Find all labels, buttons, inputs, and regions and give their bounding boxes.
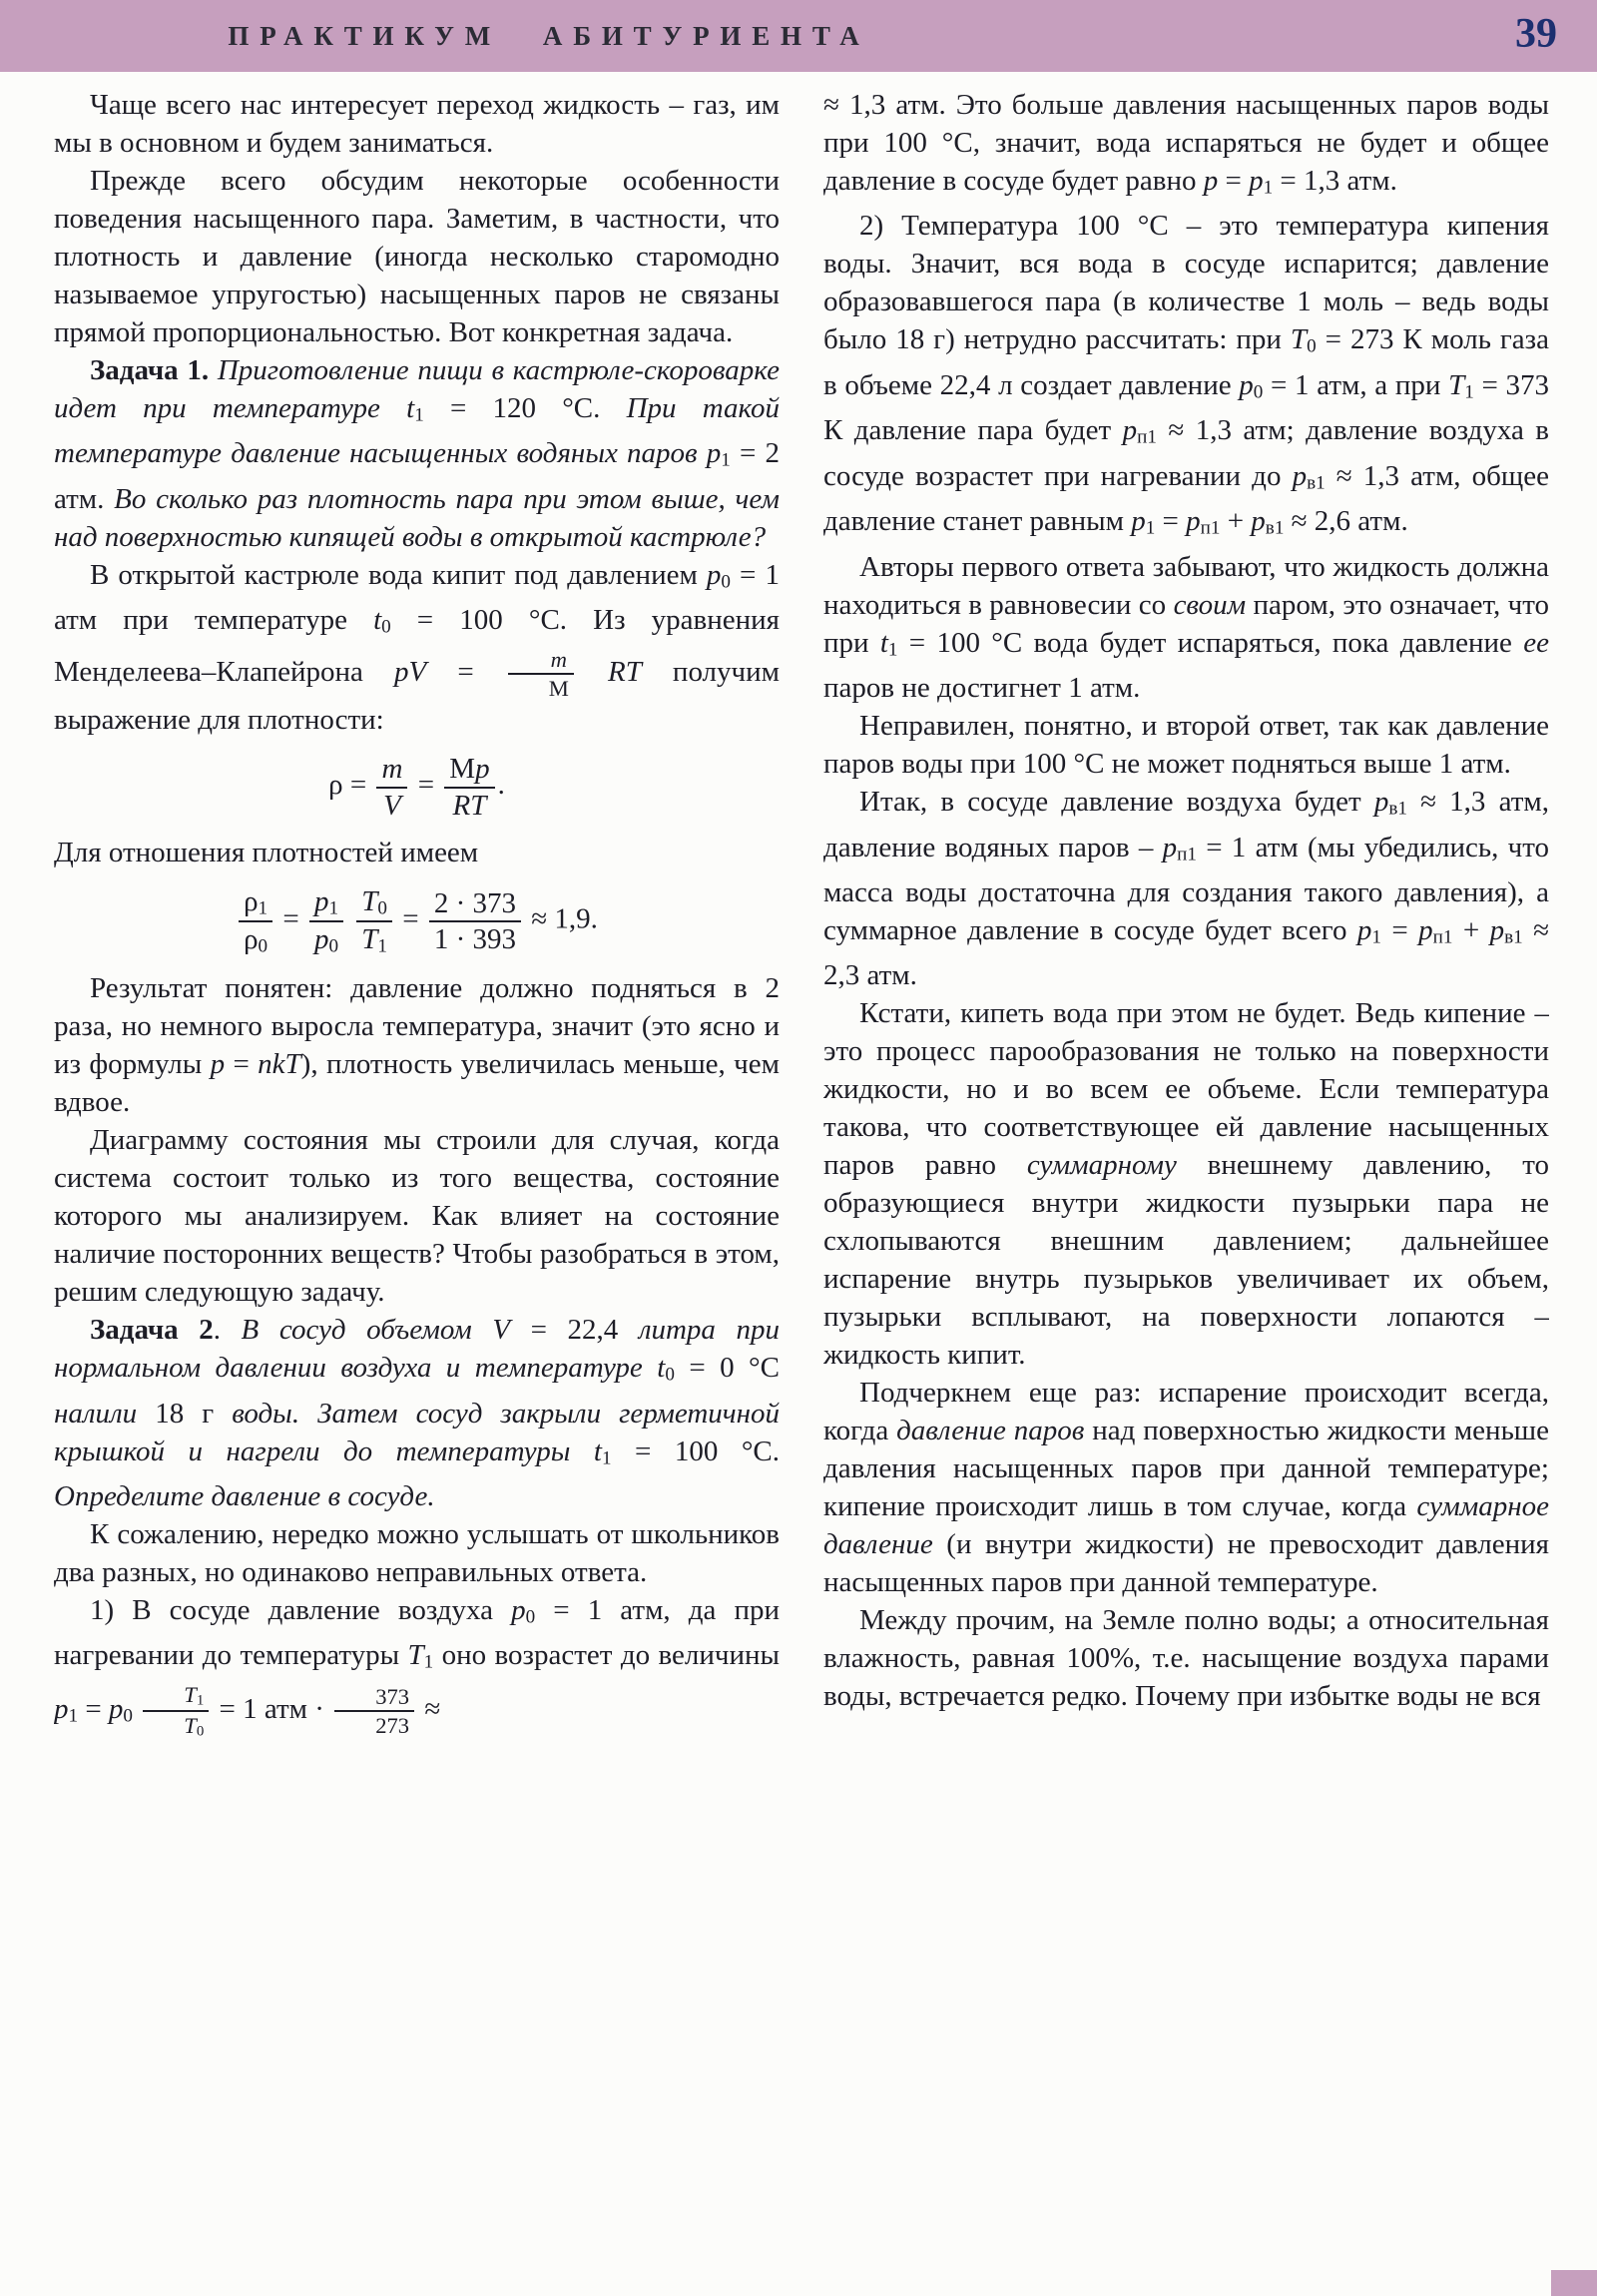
paragraph <box>54 86 780 162</box>
text-run: Прежде всего обсудим некоторые особенности поведения насыщенного пара. Заметим, в частности, что плотность и давление (иногда несколько старомодно называемое упругостью) насыщенных паров не связаны прямой пропорциональностью. Вот конкретная задача. <box>54 165 780 348</box>
text-run: Приготовление пищи в кастрюле-скороварке идет при температуре <box>54 354 780 424</box>
text-run: внешнему давлению, то образующиеся внутри жидкости пузырьки пара не схлопываются внешним давлением; дальнейшее испарение внутрь пузырьков увеличивает их объем, пузырьки всплывают, на поверхности лопаются – жидкость кипит. <box>823 1149 1549 1372</box>
text-run: p <box>706 437 722 470</box>
text-run: = 120 °С. <box>423 392 601 424</box>
fraction <box>331 1684 417 1739</box>
text-run: = <box>394 902 426 935</box>
paragraph <box>54 556 780 740</box>
text-run: p <box>1122 414 1138 447</box>
paragraph <box>54 969 780 1121</box>
text-run: 1) В сосуде давление воздуха <box>90 1593 512 1626</box>
text-run: = <box>225 1048 259 1081</box>
paragraph <box>823 1601 1549 1715</box>
text-run: 1 · 393 <box>433 923 517 956</box>
text-run: t <box>593 1435 602 1467</box>
text-run: pV <box>394 655 427 688</box>
text-run: ≈ 1,3 атм. Это больше давления насыщенных паров воды при 100 °С, значит, вода испаряться не будет и общее давление в сосуде будет равно <box>823 89 1549 197</box>
text-run <box>577 656 608 688</box>
text-run: + <box>1452 913 1490 946</box>
text-run: = 1 атм (мы убедились, что масса воды достаточна для создания такого давления), а суммарное давление в сосуде будет всего <box>823 831 1549 946</box>
text-run: (и внутри жидкости) не превосходит давления насыщенных паров при данной температуре. <box>823 1528 1549 1599</box>
fraction <box>441 753 497 822</box>
right-column <box>823 86 1549 2280</box>
text-run: налили <box>54 1397 156 1430</box>
text-run: паров не достигнет 1 атм. <box>823 672 1141 705</box>
text-run: ρ <box>244 923 259 956</box>
text-run: M <box>449 753 476 786</box>
paragraph <box>823 86 1549 207</box>
paragraph <box>54 834 780 871</box>
text-run: 1 <box>423 1651 434 1673</box>
text-run: = 2 атм. <box>54 437 780 515</box>
text-run: п1 <box>1200 517 1221 539</box>
text-run: m <box>550 646 567 672</box>
paragraph <box>823 207 1549 547</box>
text-run: p <box>1356 913 1372 946</box>
text-run: nkT <box>258 1048 301 1081</box>
text-run: p <box>1292 459 1308 492</box>
text-run: ее <box>1523 626 1549 659</box>
text-run: в1 <box>1265 517 1285 539</box>
paragraph <box>54 162 780 351</box>
paragraph <box>54 1121 780 1311</box>
text-run: 1 <box>196 1692 205 1709</box>
text-run: = 1 атм при температуре <box>54 558 780 637</box>
text-run: t <box>406 392 415 424</box>
text-run: = <box>426 655 505 688</box>
text-run: К сожалению, нередко можно услышать от школьников два разных, но одинаково неправильных ответа. <box>54 1517 780 1588</box>
left-column <box>54 86 780 2280</box>
text-run: 0 <box>377 897 387 919</box>
text-run: p <box>1131 505 1146 538</box>
text-run: 0 <box>525 1606 536 1628</box>
text-run: p <box>1162 831 1178 863</box>
text-run: паром, это означает, что при <box>823 588 1549 659</box>
paragraph <box>54 1311 780 1515</box>
text-run: ), плотность увеличилась меньше, чем вдвое. <box>54 1048 780 1119</box>
text-run: = 1 атм, да при нагревании до температуры <box>54 1593 780 1672</box>
text-run: ρ = <box>328 769 374 802</box>
text-run: = 1 атм, а при <box>1263 368 1449 401</box>
text-run: Задача 2 <box>90 1314 214 1347</box>
text-run: Подчеркнем еще раз: испарение происходит всегда, когда <box>823 1377 1549 1447</box>
text-run: 1 <box>258 897 268 919</box>
paragraph <box>54 1515 780 1591</box>
text-run: 273 <box>375 1713 410 1739</box>
text-run: . <box>497 769 505 802</box>
text-run: T <box>1290 323 1308 356</box>
text-run: T <box>361 923 378 956</box>
text-run: 18 г <box>155 1397 233 1430</box>
text-run: V <box>383 789 401 822</box>
text-run: в1 <box>1388 798 1407 820</box>
text-run: = 100 °С. <box>611 1435 780 1467</box>
text-run: Для отношения плотностей имеем <box>54 837 479 869</box>
text-run: = <box>78 1692 109 1725</box>
text-run: Между прочим, на Земле полно воды; а относительная влажность, равная 100%, т.е. насыщение воздуха парами воды, встречается редко. Почему при избытке воды не вся <box>823 1604 1549 1713</box>
text-run: p <box>313 923 329 956</box>
text-run: = 373 К давление пара будет <box>823 368 1549 447</box>
text-run: 0 <box>328 935 339 957</box>
text-run: = 273 К моль газа в объеме 22,4 л создает давление <box>823 323 1549 401</box>
text-run: 0 <box>665 1364 675 1386</box>
text-run: ρ <box>244 885 259 918</box>
text-run: давление паров <box>896 1415 1085 1447</box>
text-run: = <box>1380 913 1419 946</box>
text-run: T <box>184 1681 197 1707</box>
text-run: p <box>1489 913 1505 946</box>
text-run: + <box>1220 505 1252 538</box>
text-run: п1 <box>1137 426 1157 448</box>
text-run: = <box>1218 165 1250 197</box>
paragraph <box>823 1374 1549 1601</box>
text-run: t <box>373 604 382 637</box>
text-run: Во сколько раз плотность пара при этом выше, чем над поверхностью кипящей воды в открытой кастрюле? <box>54 482 780 553</box>
text-run: t <box>657 1352 666 1385</box>
text-run: p <box>54 1692 69 1725</box>
text-run: 1 <box>1263 177 1274 199</box>
paragraph <box>823 783 1549 994</box>
text-run: При такой температуре давление насыщенных водяных паров <box>54 392 780 470</box>
text-run: Кстати, кипеть вода при этом не будет. Ведь кипение – это процесс парообразования не только на поверхности жидкости, но и во всем ее объеме. Если температура такова, что соответствующее ей давление насыщенных паров равно <box>823 997 1549 1182</box>
text-run: 1 <box>1464 381 1474 403</box>
text-run: = <box>1155 505 1187 538</box>
text-run: своим <box>1173 588 1247 621</box>
text-run: Результат понятен: давление должно подняться в 2 раза, но немного выросла температура, значит (это ясно и из формулы <box>54 972 780 1081</box>
page-title: ПРАКТИКУМ АБИТУРИЕНТА <box>228 20 870 51</box>
text-run: Авторы первого ответа забывают, что жидкость должна находиться в равновесии со <box>823 550 1549 621</box>
text-run: ≈ 2,3 атм. <box>823 913 1549 992</box>
text-run: 1 <box>377 935 387 957</box>
text-run: = <box>410 769 442 802</box>
text-run: 1 <box>721 449 731 471</box>
text-run: воды. Затем сосуд закрыли герметичной крышкой и нагрели до температуры <box>54 1397 780 1467</box>
text-run: 0 <box>123 1705 133 1727</box>
display-formula <box>54 753 780 822</box>
fraction <box>306 885 346 957</box>
text-run: 1 <box>414 404 424 426</box>
text-run: над поверхностью жидкости меньше давления насыщенных паров при данной температуре; кипение происходит лишь в том случае, когда <box>823 1415 1549 1523</box>
text-run: = 22,4 <box>510 1314 639 1347</box>
text-run: p <box>511 1593 526 1626</box>
text-run: = 1,3 атм. <box>1273 165 1397 197</box>
paragraph <box>54 1591 780 1741</box>
text-run: p <box>1249 165 1264 197</box>
text-run: M <box>548 676 569 702</box>
text-run: п1 <box>1432 926 1453 948</box>
text-run: V <box>492 1314 511 1347</box>
text-run: p <box>1251 505 1266 538</box>
text-run: = <box>275 902 306 935</box>
fraction <box>140 1682 212 1741</box>
fraction <box>505 647 577 702</box>
text-run: ≈ 1,3 атм, давление водяных паров – <box>823 786 1549 863</box>
text-run: ≈ <box>417 1692 441 1725</box>
text-run: p <box>108 1692 124 1725</box>
text-run: литра при нормальном давлении воздуха и температуре <box>54 1314 780 1385</box>
text-run <box>133 1693 140 1725</box>
text-run: 1 <box>601 1446 612 1468</box>
text-run: 0 <box>1253 381 1264 403</box>
paragraph <box>54 351 780 556</box>
text-run: p <box>313 885 329 918</box>
fraction <box>426 887 524 956</box>
text-run: 0 <box>1307 335 1317 357</box>
text-run: p <box>1203 165 1219 197</box>
text-run: В открытой кастрюле вода кипит под давлением <box>90 558 707 591</box>
text-run: p <box>1418 913 1433 946</box>
text-run: T <box>361 885 378 918</box>
text-run: 0 <box>721 571 731 593</box>
text-run: p <box>1239 368 1254 401</box>
text-run: ≈ 1,3 атм; давление воздуха в сосуде возрастет при нагревании до <box>823 414 1549 492</box>
text-run: 1 <box>887 639 898 661</box>
text-run: p <box>1373 786 1389 819</box>
text-run: = 100 °С. Из уравнения Менделеева–Клапейрона <box>54 604 780 688</box>
text-run: ≈ 2,6 атм. <box>1284 505 1408 538</box>
header-band <box>0 0 1597 72</box>
text-run: . <box>213 1314 242 1347</box>
text-run: RT <box>607 655 642 688</box>
text-run: Определите давление в сосуде. <box>54 1479 435 1512</box>
text-run: п1 <box>1177 843 1197 864</box>
fraction <box>373 753 410 822</box>
text-run: T <box>407 1639 424 1672</box>
text-run: в1 <box>1504 926 1523 948</box>
text-run: Итак, в сосуде давление воздуха будет <box>859 786 1374 819</box>
text-run: = 0 °С <box>674 1352 780 1385</box>
text-run: 2) Температура 100 °С – это температура кипения воды. Значит, вся вода в сосуде испарится; давление образовавшегося пара (в количестве 1 моль – ведь воды было 18 г) нетрудно рассчитать: при <box>823 210 1549 356</box>
display-formula <box>54 885 780 957</box>
text-run: Чаще всего нас интересует переход жидкость – газ, им мы в основном и будем заниматься. <box>54 89 780 159</box>
text-run: T <box>184 1713 197 1739</box>
paragraph <box>823 707 1549 783</box>
text-run: 1 <box>1145 517 1156 539</box>
text-run: t <box>879 626 888 659</box>
text-run: 2 · 373 <box>433 886 517 919</box>
article-body <box>0 72 1597 2296</box>
text-run: в1 <box>1307 472 1326 494</box>
text-run: ≈ 1,3 атм, общее давление станет равным <box>823 459 1549 538</box>
text-run: m <box>381 753 403 786</box>
text-run: Неправилен, понятно, и второй ответ, так как давление паров воды при 100 °С не может подняться выше 1 атм. <box>823 710 1549 781</box>
text-run: Задача 1. <box>90 354 210 386</box>
text-run <box>346 903 353 935</box>
fraction <box>353 885 395 957</box>
text-run: 0 <box>381 616 391 638</box>
page-number: 39 <box>1515 11 1557 58</box>
text-run: В сосуд объемом <box>241 1314 493 1347</box>
text-run: получим выражение для плотности: <box>54 655 780 737</box>
text-run: 1 <box>68 1705 79 1727</box>
text-run: 373 <box>375 1683 410 1709</box>
text-run: 1 <box>328 897 339 919</box>
text-run: Диаграмму состояния мы строили для случая, когда система состоит только из того вещества, состояние которого мы анализируем. Как влияет на состояние наличие посторонних веществ? Чтобы разобраться в этом, решим следующую задачу. <box>54 1124 780 1309</box>
text-run: 0 <box>196 1723 205 1740</box>
text-run: оно возрастет до величины <box>433 1639 780 1672</box>
text-run: p <box>475 753 490 786</box>
text-run: RT <box>452 789 487 822</box>
text-run: p <box>1186 505 1201 538</box>
paragraph <box>823 548 1549 707</box>
text-run: p <box>706 558 722 591</box>
fraction <box>236 885 275 957</box>
text-run: = 1 атм · <box>212 1692 332 1725</box>
text-run: ≈ 1,9. <box>524 902 598 935</box>
corner-decoration <box>1551 2270 1597 2296</box>
text-run: = 100 °С вода будет испаряться, пока давление <box>897 626 1524 659</box>
text-run: p <box>210 1048 226 1081</box>
text-run: 1 <box>1371 926 1381 948</box>
text-run: суммарное давление <box>823 1490 1549 1561</box>
text-run: 0 <box>258 935 268 957</box>
text-run: T <box>1448 368 1465 401</box>
paragraph <box>823 994 1549 1374</box>
text-run: суммарному <box>1026 1149 1177 1182</box>
